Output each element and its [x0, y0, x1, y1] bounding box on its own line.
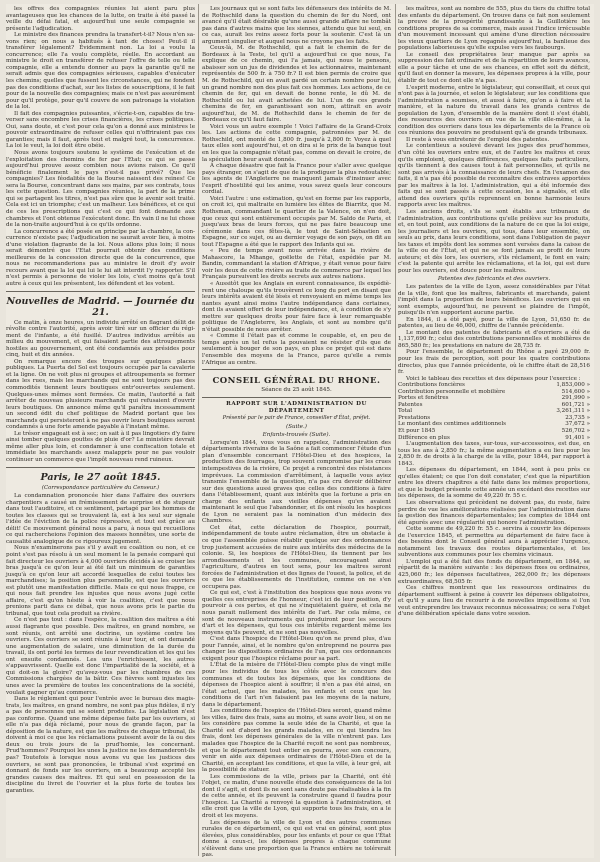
paragraph: Les journaux qui se sont faits les défenseurs des intérêts de M. de Rothschild dans la question du chemin de fer du Nord, ont avancé qu'il était désirable qu'une aussi grande affaire ne tombât pas dans d'autres mains que les siennes, attendu que lui seul, en ce cas, aurait les reins assez forts pour la soutenir. C'est là un argument singulier et auquel nous ne croyons pas les faits. — [202, 6, 391, 45]
paragraph: les offres des compagnies réunies lui aient paru plus avantageuses que les chances de la lutte, on traite à été passé la veille du défai fatal, et aujourd'hui une seule compagnie se présente l'adjudication. — [6, 6, 195, 32]
paragraph: Voici l'autre : une estimation, qu'est en forme par les rapports, on croit ici, qui maltraite en lumière les élites de Biarritz, que M. Rothsman, commandant le quartier de la Valence, on n'en doit, que ceux qui sont entièrement occupés par M. Saldo de Paris, et jusqu'aux bras de leurs forces, qui ne pas faire beaucoup une cérémonie dans ces fêtes-là, le tout de Saint-Sébastien en Espagne, sur ce sujet, ou au dernier voyage de son pays, on dit au tout l'Espagne a été que le rapport des Infants qui se. — [202, 195, 391, 248]
divider — [6, 467, 195, 468]
paragraph: Il fait des compagnies puissantes, s'écrie-t-on, capables de traverser sans encombre les crises financières, les crises politiques. Oui, sans doute, et c'est pour cela qu'on a donné aux ministres le pouvoir extraordinaire de refuser celles qui n'offriraient pas ces garanties; mais il faut, après tout et malgré tout, la concurrence. La loi le veut, la loi doit être obéie. — [6, 110, 195, 150]
column-3-text — [398, 6, 590, 274]
column-1 — [6, 6, 195, 854]
paragraph: L'emploi qui a été fait des fonds du département, en 1844, se répartit de la manière suivante : les dépenses fixes ou ordinaires, 425,060 fr.; les dépenses facultatives, 262,000 fr.; les dépenses extraordinaires, 68,505 fr. — [398, 558, 590, 585]
finances-intro: Voici le tableau des recettes et des dépenses pour l'exercice : — [406, 375, 581, 382]
paragraph: L'esprit moderne, entre le législateur, qui conseillait, et ceux qui n'ont pas à la journée, et selon le législateur, sur les conditions que l'administration a soumises, et aussi à faire, qu'on a à faire et la manière, et la nature du travail dans les grands centres de population de Lyon, d'ensemble de la manière dont il s'est établi, des ressources des ouvriers en vue de la ville elle-même, à la condition des ouvriers dans tous les départements de la France où ces réunions des pouvoirs ne produisent qu'à de grands tribunaux. — [398, 84, 590, 137]
paragraph: Le ministre des finances prendra la transfert-t-il? Nous n'en savons rien; on nous a habitués à tant de choses! Peut-il il transférer légalement? Évidemment non. La loi a voulu la concurrence; elle l'a voulu complète, réelle. En accordant au ministre le droit en transférer de refuser l'offre de telle ou telle compagnie, elle a entendu donner au pays la garantie qu'il ne serait admis que des compagnies sérieuses, capables d'exécuter les chemins; quelles que fussent les circonstances, qui ne fondent pas des conditions d'achat, sur les listes de souscriptions, il le fait pour de la nouvelle des compagnies; mais ce n'est pas assurément pour qu'il protège, pour qu'il couvre de son patronage la violation de la loi. — [6, 32, 195, 111]
finance-label: Contributions foncières — [398, 382, 465, 389]
finance-label: Patentes — [398, 401, 423, 408]
paragraph: Ce n'est pas tout : dans l'espèce, la coalition des maîtres a été aussi flagrante que possible. Des maîtres, en grand nombre, se sont réunis, ont arrêté une doctrine, un système contre les ouvriers. Ces ouvriers se sont réunis à leur tour, et ont demandé une augmentation de salaire, une diminution de la durée du travail, ils ont porté les termes de leur revendication et les qui les ont ensuite condamnés. Les uns l'enrichissent, les autres s'appauvrissent. Quelle est donc l'impartialité de la société, et à qui doit-on la gloire? qu'avez-vous par les chambres de ces Commissions chargées de la bâtir. Ces fièvres sont injustes les unes avec la première de toutes les concentrations de la société, voulait gagner qu'au commerce. — [6, 617, 195, 696]
newspaper-page — [6, 4, 594, 858]
finance-label: Prestations — [398, 414, 431, 421]
paragraph: L'État de la misère de l'Hôtel-Dieu compte plus de vingt mille pour les individus de tous les côtés avec le concours des communes et de toutes les dépenses, que les conditions de dépenses de l'hospice aient à souffrir; il n'en a pas été ainsi, en l'état actuel, que les malades, les enfants et ceux que les conditions de l'art n'en faisaient pas les moyens de la nature, dans le département. — [202, 662, 391, 708]
patentes-text — [398, 284, 590, 376]
session-date: Séance du 25 août 1845. — [261, 387, 332, 394]
paragraph: À chaque désastre que fait la France pour s'aller avec quelque pays étranger, on s'agit de que de la prodiguer la plus redoutable; les agents de l'Angleterre ne manquent jamais d'insinuer avec l'esprit d'hostilité qui les anime, vous savez quels leur concours cordial. — [202, 163, 391, 196]
rapport-heading: RAPPORT SUR L'ADMINISTRATION DU DÉPARTEMENT — [226, 401, 367, 414]
column-3-closing-text — [398, 441, 590, 618]
finance-amount: 291,990 » — [561, 395, 590, 402]
paragraph: Le montant des patentes de fabricants et d'ouvriers a été de 1,137,690 fr.; celui des contributions personnelles et mobilières de 865,580 fr.; les prestations en nature de 28,735 fr. — [398, 329, 590, 349]
column-3 — [398, 6, 590, 854]
divider — [6, 291, 195, 292]
paragraph: Les observations qui précèdent ne doivent pas, du reste, faire perdre de vue les améliorations réalisées par l'administration dans la gestion des finances départementales; les comptes de 1844 ont été apurés avec une régularité qui honore l'administration. — [398, 500, 590, 526]
paris-correspondence — [6, 493, 195, 794]
finance-amount: 37,672 » — [565, 421, 590, 428]
paragraph: Il reste à vous entretenir de l'emploi des patentes. — [406, 136, 550, 143]
finance-amount: 23,735 » — [565, 414, 590, 421]
finance-label: Contribution personnelle et mobilière — [398, 388, 506, 395]
paragraph: « Peu de temps avant nous arrivée dans la rivière de Mahascore, la Mhange, goëlette de l'état, expédiée par M. Bandin, commandant la station d'Afrique, y était venue pour faire voir les deux de cette rivière au traite de commerce par lequel les Français pursuivent les droits secrets aux autres nations. — [202, 248, 391, 281]
suite-label: (Suite.) — [286, 423, 307, 430]
paragraph: Voici vous un autre exemple ! Voici l'affaire de la Grand-Croix les. Les actions de cette compagnie, patronnées par M. de Rothschild, ont monté de 1,800 fr. jusqu'à 2,800 fr. Voyez à quel taux elles sont aujourd'hui, et on dira si le prix de la banque tout en les que la compagnie n'était pas, comme on devait le croire, de la spéculation heur avait donnés. — [202, 123, 391, 163]
paragraph: C'est dans l'hospice de l'Hôtel-Dieu qu'on ne prend plus, d'au pour l'année, ainsi, et le nombre qu'on entreprend ne pourra pas changer les dispositions ordinaires de l'un, que ces ordonnances exigent pour que l'hospice réclame pour sa part. — [202, 636, 391, 662]
finance-label: Portes et fenêtres — [398, 395, 449, 402]
finance-table — [398, 382, 590, 441]
conseil-report-text — [202, 440, 391, 859]
paragraph: Ce qui est, c'est à l'institution des hospices que nous avons vu quelles ces entreprises de l'honneur, c'est ici de leur position, d'y pourvoir à ces pertes, et qui ne s'inquiétaient guère, et cela ne nous parait nullement des intérêts de l'art. Par cela même, ce sont de nouveaux instruments qui produiront pour les secours d'art et les dépenses, qui tous ces intérêts regardent même les moyens qu'ils peuvent, et ne sont pas nouvelles. — [202, 590, 391, 636]
paragraph: Ceux-là, M. de Rothschild, qui a fait le chemin de fer de Bordeaux à la Teste, tel qu'il a aujourd'hui ce que nous, l'a explique de ce chemin, qui l'a jamais, qui nous le pensons, abaisser son un jus de dividendes et les actionnaires, maintenant représentés de 500 fr. à 750 fr.? Il est bien permis de croire que M. de Rothschild, qui en avait gardé un certain nombre pour lui, un grand nombre non des plus fait ces hommes. Les actions, de ce chemin de fer, qui en devait de bonne rente, le dû M. de Rothschild ou lui avait achetées de lui. L'un de ces grands chemins de fer, en garantissant son nom, attirait en avoir aujourd'hui, de M. de Rothschild dans le chemin de fer de Bordeaux ce qu'il faut faire. — [202, 45, 391, 124]
finance-amount: 601,721 » — [561, 401, 590, 408]
paragraph: Les commissions de la ville, prises par la Charité, ont été l'objet, ce matin, d'une nouvelle étude des conséquences de la loi dont il s'agit, et dont ils ne sont sans doute pas réalisables à la fin de cette année, et ils peuvent la construire quand il faudra pour l'hospice. La Charité a renvoyé la question à l'administration, et elle croit que la ville de Lyon, qui supporte tous les frais, en a le droit et les moyens. — [202, 773, 391, 819]
paragraph: Cet état, cette déclaration de l'hospice, pourrait, indépendamment de toute autre réclamation, être un obstacle à ce que l'assemblée puisse rétablir quelque sur des ordonnances trop justement accusées de nuire aux intérêts des médecins de la colonie. Si, les hospices de l'Hôtel-Dieu, ils tiennent par les arrondissements et les communes, encourageant ainsi l'agriculture, d'autres en tout sens, pour les maîtres seront forcées de l'administration et des lignes de l'ouest, la police, et de ce que les établissements de l'institution, comme on ne s'en occupera pas. — [202, 524, 391, 590]
column-1-intro — [6, 6, 195, 288]
paris-subtitle: (Correspondance particulière du Censeur.) — [41, 484, 160, 491]
paragraph: « Aussitôt que les Anglais en eurent connaissance, ils expédièrent une chaloupe qu'ils trouvèrent ce long du port en disant que leurs intérêts avaient été lésés et renvoyaient en même temps les nantes ayant ainsi moins l'autre indépendance dans certaines, dont ils avaient offert de leur indépendance, et, à condition de s'y mettre sur quelques droits pour faire face à leur remarquable politique de l'Angleterre, les Anglais, et sont au nombre qu'il n'était possible de nous arrêter. — [202, 280, 391, 333]
paragraph: La condamnation prononcée hier dans l'affaire des ouvriers charpentiers a causé un frémissement de surprise et de stupeur dans tout l'auditoire, et ce sentiment, partagé par les hommes de toutes les classes qui se trouvaient là, est à les seul sur signale l'idée de l'éviction de la police répressive, et tout est grâce au délit! Ce mouvement général nous a paru, à nous qui recueillons ce qui rachercheions l'opinion des masses honnêtes, une sorte de causalité analogique de ce rigoureux jugement. — [6, 493, 195, 545]
finance-amount: 91,401 » — [565, 434, 590, 441]
enfants-subheading: Enfants-trouvés (Suite). — [262, 432, 331, 439]
finance-amount: 1,853,000 » — [556, 382, 590, 389]
finance-label: Différence en plus — [398, 434, 450, 441]
paragraph: En 1844, il a été payé, pour la ville de Lyon, 51,650 fr. de patentes, au lieu de 46,000, chiffre de l'année précédente. — [398, 316, 590, 330]
rapport-byline: Présenté par le pair de France, conseiller d'État, préfet. — [222, 415, 371, 422]
paragraph: Ces chiffres montrent que les ressources ordinaires du département suffisent à peine à couvrir les dépenses obligatoires, et qu'il y aura lieu de recourir à de nouvelles impositions si l'on veut entreprendre les travaux reconnus nécessaires; ce sera l'objet d'une délibération spéciale dans votre session. — [398, 585, 590, 618]
divider — [202, 397, 391, 398]
paragraph: Dans le réglement qui pour l'entrée avec le bureau des magistrats, les maîtres, en grand nombre, ne sont pas plus fidèles, il n'y a pas de personnes qui se soient produites. La législation n'est pas conforme. Quand une même dépense faite par les ouvriers, si elle n'a pas déjà réclamé, pour nous de grande façon, par la déposition de la nature, est que les maîtres de chaque tribunal, ils doivent à moi ce que les réclamations puissent avoir de là ou des deux ou trois jours de la prud'homie, les concernant. Prud'hommes? Pourquoi les unes la justice ne les demanderont-ils pas? Toutefois à lorsque nous avons vu que les justices des ouvriers, se sont pas prononcées, le tribunal s'est exprimé en donnant de fonds sur les ouvriers, on a beaucoup accepté les grandes causes des maîtres. Et qui seul en possession de la discipline du livret de l'ouvrier et la plus forte de toutes les garanties. — [6, 696, 195, 794]
madrid-heading: Nouvelles de Madrid. — Journée du 21. — [6, 295, 195, 318]
column-rule — [395, 4, 396, 856]
column-2-articles — [202, 6, 391, 366]
divider — [202, 369, 391, 370]
paragraph: « Comme il l'était pas et comme le coupable, et, en peu de temps après un tel refus la pouvaient ne résister d'ils que de seulement à bouger de son pays, en plus ce projet qui est dans l'ensemble des moyens de la France, parce qu'elle a remis l'Afrique au centre. — [202, 333, 391, 366]
paragraph: Les anciens droits, s'ils se sont établis aux tribunaux de l'administration, aux contributions qu'elle prélève sur les produits, et, en tout point, aux conditions de la nature de ce que la loi exige, les journaliers et les ouvriers, qui tous, dans leur ensemble, on seuls au prix, dans leurs conditions, sont dans l'obligation de payer les taxes et impôts dont les sommes sont versées dans la caisse de la ville ou de l'État, et qui ne se font jamais au profit de leurs auteurs; et dès lors, les ouvriers, s'ils réclament, le font en vain; c'est la patente qui arrête les réclamations, et la loi, qui est dure pour les ouvriers, est douce pour les maîtres. — [398, 208, 590, 274]
finance-amount: 3,261,311 » — [556, 408, 590, 415]
paragraph: Pour l'ensemble, le département du Rhône a payé 29,000 fr. pour les frais de perception, soit pour les quatre contributions directes, plus que l'année précédente, où le chiffre était de 28,516 fr. — [398, 349, 590, 376]
paragraph: Les conditions de l'hospice de l'Hôtel-Dieu seront, quand même les villes, faire des frais, sans au moins, et sans avoir lieu, si on ne les considère pas comme la seule idée de la Charité, et que la Charité est d'abord les grands malades, en ce qui tiendra les frais, dont les dépenses générales de la ville n'entrent pas. Les malades que l'hospice de la Charité reçoit ne sont pas nombreux, et que le département tout entier en pourra, avec son concours, venir en aide aux dépenses ordinaires de l'Hôtel-Dieu et de la Charité, en acceptant les conditions, et que la ville, à leur gré, ait la possibilité de statuer. — [202, 708, 392, 774]
paris-dateline: Paris, le 27 août 1845. — [40, 471, 161, 483]
patentes-subheading: Patentes des fabricants et des ouvriers. — [437, 276, 551, 283]
column-rule — [198, 4, 199, 856]
paragraph: Lorsqu'en 1844, vous vous en rappelez, l'administration des départements riverains de la Saône a fait commencer l'étude d'un plan d'ensemble concernant l'Hôtel-Dieu et des hospices, la production des fourrages, trop souvent compromise par les crues intempestives de la rivière, Ce projet a rencontré des résistances imprévues. La commission d'arrêtément, à laquelle vous aviez transmis l'ensemble de la question, n'a pas cru devoir délibérer sur des questions aussi graves que celles des conditions à faire dans l'établissement, quant aux intérêts que la fortune a pris en charge des enfants aux vieilles dépenses qu'en avaient maintenant le seul que l'abandonner, et ils ont résolu les hospices de Lyon ne seraient pas la nomination d'un médecin des Chambres. — [202, 439, 391, 525]
finance-label: Total — [398, 408, 413, 415]
finance-amount: 526,702 » — [561, 428, 590, 434]
paragraph: Le conseil des propriétaires leur manque par après sa suppression des fait ordinaire et de la répartition de leurs avances, elle a pour tâche et une de ses chances, en effet soit du déficit, qu'il faut en donner la mesure, les dépenses propres à la ville, pour établir de tout ce dont elle n'a pas. — [398, 51, 590, 85]
paragraph: Le trésor engageait est à sec; on sait à il pas lingotiers d'y faire ainsi tomber quelques gouttes de pluie d'or? Le ministère devrait même aller plus loin, et condamner à une confiscation totale et immédiate les marchands assez malappris pour ne pas vouloir continuer un commerce que l'impôt nouveau rend ruineux. — [6, 430, 195, 463]
paragraph: L'augmentation des taxes, sur-tous, sur-accessoires, est due, en tous les ans à 2,850 fr.; la même augmentation a eu lieu pour les 2,850 fr. de droits à la charge de la ville, pour 1844, par rapport à 1843. — [398, 441, 590, 467]
paragraph: Ce matin, à onze heures, un individu arrêté en flagrant délit de révolte contre l'autorité, après avoir tiré sur un officier du régiment de l'infante, a été fusillé. D'autres individus arrêtés au milieu du mouvement, et qui faisaient partie des attroupements hostiles au gouvernement, ont été condamnés aux présides pour cinq, huit et dix années. — [6, 319, 195, 359]
conseil-heading: CONSEIL GÉNÉRAL DU RHONE. — [212, 376, 381, 387]
finance-label: Le montant des centimes additionnels — [398, 421, 507, 428]
madrid-news — [6, 320, 195, 464]
finance-label: Et pour 1845 — [398, 428, 436, 434]
finance-amount: 514,600 » — [561, 388, 590, 395]
paragraph: Le contentieux a soulevé devant les juges des prud'hommes, d'un côté les ouvriers entre eux, et de l'autre les maîtres et ceux qu'ils emploient, quelques différences, quelques faits particuliers, qu'ils tiennent à des causes tout à fait personnelles, et qu'ils ne sont pas arrivés à la connaissance de leurs chefs. En l'examen des faits, il n'a pas été possible de reconnaître des entraves apportées par les maîtres à la loi. L'administration, qui a été informée des faits qui se sont passés à cette occasion, les a signalés, et elle attend des ouvriers qu'ils reprennent en bonne harmonie leurs rapports avec les maîtres. — [398, 143, 590, 209]
paragraph: Les dépenses du département, en 1844, sont à peu près ce qu'elles étaient; ce que l'on doit constater, c'est que la répartition entre les divers chapitres a été faite dans les mêmes proportions, et que le budget présente cette année un excédant des recettes sur les dépenses, de la somme de 49,220 fr. 55 c. — [398, 467, 590, 500]
paragraph: Cette somme de 49,220 fr. 55 c. servira à couvrir les dépenses de l'exercice 1845, et permettra au département de faire face à des besoins dont le Conseil général aura à apprécier l'urgence, notamment les travaux des routes départementales, et les subventions aux communes pour les chemins vicinaux. — [398, 526, 590, 559]
paragraph: Nous avons toujours soutenu le système de l'exécution et de l'exploitation des chemins de fer par l'Etat; ce qui se passe aujourd'hui prouve assez combien nous avions raison. Ce qu'il bénéficie finalement le pays n'est-il pas privé? Que les compagnies? Les féodalités de la Bourse naissent des reines! Ce sera la Bourse, concentrant dans ses mains, par ses contrats, tous les cette question. Les compagnies réunies, la part de la prime qui se partagent les titres, n'est pas sûre que le avenir soit traité. Cela est ici un triomphe; c'est un malheur. Les bénéfices, et ce qui de ces les prescriptions qui c'est ce qui font demande aux chambres et l'ont obtenue l'exécutent donc. En vain il ne lui chose de la non-traite aujourd'hui à ce qu'ils ordonne. — [6, 150, 195, 229]
paragraph: On remarque encore des troupes sur quelques places publiques. La Puerta del Sol est toujours occupée par la cavalerie et la ligne. On ne voit plus ni groupes et attroupements se former dans les rues, mais les marchands qui ne sont toujours pas des commodités tiennent leurs boutiques entr'ouvertes seulement. Quelques-unes mêmes sont fermées. Ce matin, l'autorité a fait arrêter de nouveau plusieurs marchands qui refusaient d'ouvrir leurs boutiques. On annonce même qu'il paraîtra incessamment un second édit du chef politique de Madrid portant que les marchands qui persisteront à ne pas ouvrir leurs boutiques seront condamnés à une forte amende payable à l'instant même. — [6, 358, 195, 431]
paragraph: Les dépenses de la ville de Lyon et des autres communes rurales de ce département, ce qui est vrai en général, sont plus élevées, plus considérables, pour les enfants et pour ce que l'État donne à ceux-ci, les dépenses propres à chaque commune s'élèvent dans une proportion que la France entière ne tolérerait pas. — [202, 819, 391, 859]
column-2 — [202, 6, 392, 859]
paragraph: Les patentes de la ville de Lyon, assez considérables par l'état de la ville, font que les maîtres, fabricants et marchands, paient l'impôt dans la proportion de leurs bénéfices. Les ouvriers qui en sont exempts, aujourd'hui, ne peuvent se plaindre de l'impôt, puisqu'ils n'en supportent aucune partie. — [398, 283, 590, 317]
paragraph: Nous n'examinerons pas s'il y avait eu coalition ou non, et ce point s'est pas résolu à un seul moment le la pensée comparé qui fait directeur les ouvriers à 4,000 ouvriers décidés à se croiser les bras jusqu'à ce qu'on leur ai été fait un minimum de garanties jusqu'à ce qu'on leur ait accordé lesquelles de celui toutes les marchandises; la position plus personnelle, est que les ouvriers est plutôt une manifestation difficile. Mais ce qui nous frappe, ce qui nous fait prendre les injustes que nous avons jugé cette affaire, c'est qu'on hésite à voir la coalition, c'est que nous prenions parti dans ce débat, que nous avons pris le partie du tribunal, que tout cela produit sa rivière. — [6, 545, 195, 617]
paragraph: La concurrence a été posée en principe par la chambre, la concurrence n'existe pas; l'adjudication ne saurait avoir lieu, à moins d'une violation flagrante de la loi. Nous allons plus loin; il nous serait démontré que l'Etat pourrait obtenir des conditions meilleures de la concession directe que de la concurrence, que nous ne recommanderions pas au ministre le droit d'y avoir recours avant que la loi qui lui le lui ait interdit l'y rapporter. S'il n'est permis à personne de violer les lois, c'est moins qu'à tout autre à ceux qui les présentent, les défendent et les votent. — [6, 228, 195, 287]
paragraph: les maîtres, sont au nombre de 555, plus du tiers du chiffre total des enfants du département. On trouve dans ce fait non seulement la preuve de la prospérité grandissante à la Guillotière les conditions propres de sa commerce, mais aussi l'indice irrécusable d'un mouvement incessant qui amène d'une direction nécessaire les vieux quartiers de Lyon regagnés aujourd'hui, la banlieue des populations laborieuses qu'elle expulse vers les faubourgs. — [398, 6, 590, 52]
